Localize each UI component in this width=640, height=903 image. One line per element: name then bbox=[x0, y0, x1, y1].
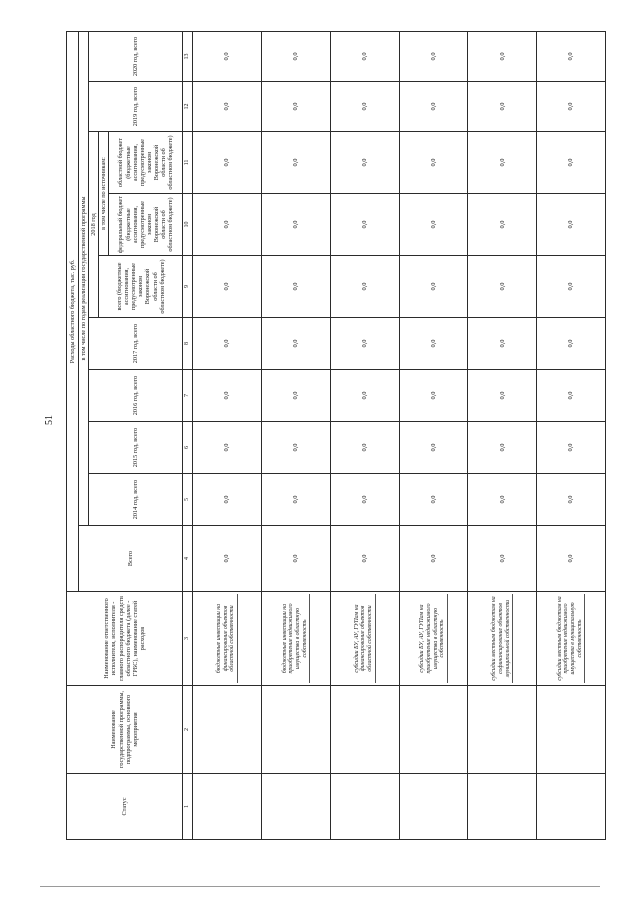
header-incl-sources: в том числе по источникам: bbox=[99, 132, 109, 256]
expense-item-label: бюджетные инвестиции на финансирование объектов областной собственности bbox=[216, 594, 238, 683]
value-cell: 0,0 bbox=[262, 194, 331, 256]
value-cell: 0,0 bbox=[193, 318, 262, 370]
header-2018: 2018 год bbox=[89, 132, 99, 318]
column-number: 1 bbox=[183, 774, 193, 840]
column-number: 2 bbox=[183, 686, 193, 774]
value-cell: 0,0 bbox=[468, 256, 537, 318]
program-cell bbox=[262, 686, 331, 774]
value-cell: 0,0 bbox=[468, 31, 537, 81]
value-cell: 0,0 bbox=[262, 526, 331, 592]
value-cell: 0,0 bbox=[262, 82, 331, 132]
expense-item-label: субсидии БУ, АУ, ГУПам на приобретение недвижимого имущества в областную собственность bbox=[419, 594, 448, 683]
value-cell: 0,0 bbox=[193, 526, 262, 592]
value-cell: 0,0 bbox=[330, 526, 399, 592]
program-cell bbox=[537, 686, 606, 774]
value-cell: 0,0 bbox=[399, 31, 468, 81]
value-cell: 0,0 bbox=[399, 256, 468, 318]
value-cell: 0,0 bbox=[193, 256, 262, 318]
bottom-rule bbox=[40, 886, 600, 887]
value-cell: 0,0 bbox=[537, 370, 606, 422]
program-cell bbox=[399, 686, 468, 774]
value-cell: 0,0 bbox=[330, 31, 399, 81]
value-cell: 0,0 bbox=[330, 318, 399, 370]
column-number: 9 bbox=[183, 256, 193, 318]
value-cell: 0,0 bbox=[262, 132, 331, 194]
expense-item-cell bbox=[262, 592, 331, 686]
header-2017: 2017 год, всего bbox=[89, 318, 183, 370]
value-cell: 0,0 bbox=[468, 318, 537, 370]
header-status: Статус bbox=[67, 774, 183, 840]
value-cell: 0,0 bbox=[262, 318, 331, 370]
column-number: 10 bbox=[183, 194, 193, 256]
table-row bbox=[330, 31, 399, 839]
value-cell: 0,0 bbox=[537, 318, 606, 370]
column-number: 3 bbox=[183, 592, 193, 686]
value-cell: 0,0 bbox=[537, 82, 606, 132]
value-cell: 0,0 bbox=[193, 474, 262, 526]
header-2018-total: всего (бюджетные ассигнования, предусмотренные законом Воронежской области об областном бюджете) bbox=[99, 256, 183, 318]
value-cell: 0,0 bbox=[330, 132, 399, 194]
value-cell: 0,0 bbox=[399, 370, 468, 422]
value-cell: 0,0 bbox=[468, 370, 537, 422]
value-cell: 0,0 bbox=[537, 526, 606, 592]
value-cell: 0,0 bbox=[399, 422, 468, 474]
status-cell bbox=[399, 774, 468, 840]
value-cell: 0,0 bbox=[399, 526, 468, 592]
value-cell: 0,0 bbox=[399, 318, 468, 370]
expense-item-label: субсидии местным бюджетам на софинансирование объектов муниципальной собственности bbox=[491, 594, 513, 683]
header-federal-budget: федеральный бюджет (бюджетные ассигнования, предусмотренные законом Воронежской области об областном бюджете) bbox=[109, 194, 183, 256]
value-cell: 0,0 bbox=[399, 474, 468, 526]
header-2016: 2016 год, всего bbox=[89, 370, 183, 422]
value-cell: 0,0 bbox=[330, 474, 399, 526]
page-number: 51 bbox=[44, 415, 55, 425]
status-cell bbox=[262, 774, 331, 840]
header-total: Всего bbox=[79, 526, 183, 592]
header-2019: 2019 год, всего bbox=[89, 82, 183, 132]
header-regional-budget: областной бюджет (бюджетные ассигнования, предусмотренные законом Воронежской области об областном бюджете) bbox=[109, 132, 183, 194]
expense-item-cell bbox=[330, 592, 399, 686]
table-row bbox=[399, 31, 468, 839]
value-cell: 0,0 bbox=[537, 422, 606, 474]
column-number: 4 bbox=[183, 526, 193, 592]
status-cell bbox=[537, 774, 606, 840]
header-by-years: в том числе по годам реализации государственной программы bbox=[79, 31, 89, 525]
expense-item-cell bbox=[468, 592, 537, 686]
column-number: 13 bbox=[183, 31, 193, 81]
table-row bbox=[468, 31, 537, 839]
expense-item-cell bbox=[537, 592, 606, 686]
expense-item-label: бюджетные инвестиции на приобретение недвижимого имущества в областную собственность bbox=[282, 594, 311, 683]
value-cell: 0,0 bbox=[330, 82, 399, 132]
header-2020: 2020 год, всего bbox=[89, 31, 183, 81]
program-cell bbox=[330, 686, 399, 774]
value-cell: 0,0 bbox=[193, 31, 262, 81]
table-body bbox=[193, 31, 606, 839]
column-number: 7 bbox=[183, 370, 193, 422]
header-2015: 2015 год, всего bbox=[89, 422, 183, 474]
value-cell: 0,0 bbox=[330, 256, 399, 318]
value-cell: 0,0 bbox=[262, 422, 331, 474]
program-cell bbox=[468, 686, 537, 774]
expense-item-label: субсидии местным бюджетам на приобретение недвижимого имущества в муниципальную собственность bbox=[557, 594, 586, 683]
table-row bbox=[193, 31, 262, 839]
value-cell: 0,0 bbox=[399, 132, 468, 194]
value-cell: 0,0 bbox=[399, 82, 468, 132]
value-cell: 0,0 bbox=[193, 370, 262, 422]
status-cell bbox=[330, 774, 399, 840]
column-number: 5 bbox=[183, 474, 193, 526]
column-number: 11 bbox=[183, 132, 193, 194]
status-cell bbox=[468, 774, 537, 840]
value-cell: 0,0 bbox=[262, 474, 331, 526]
table-row bbox=[262, 31, 331, 839]
value-cell: 0,0 bbox=[468, 132, 537, 194]
budget-table-container bbox=[66, 32, 606, 840]
value-cell: 0,0 bbox=[468, 526, 537, 592]
value-cell: 0,0 bbox=[193, 422, 262, 474]
value-cell: 0,0 bbox=[537, 31, 606, 81]
expense-item-cell bbox=[193, 592, 262, 686]
value-cell: 0,0 bbox=[468, 82, 537, 132]
value-cell: 0,0 bbox=[262, 31, 331, 81]
value-cell: 0,0 bbox=[330, 370, 399, 422]
column-number: 6 bbox=[183, 422, 193, 474]
value-cell: 0,0 bbox=[262, 370, 331, 422]
value-cell: 0,0 bbox=[330, 422, 399, 474]
expense-item-label: субсидии БУ, АУ, ГУПам на финансирование объектов областной собственности bbox=[354, 594, 376, 683]
table-row bbox=[537, 31, 606, 839]
header-program: Наименование государственной программы, подпрограммы, основного мероприятия bbox=[67, 686, 183, 774]
budget-table bbox=[66, 31, 606, 840]
value-cell: 0,0 bbox=[537, 194, 606, 256]
value-cell: 0,0 bbox=[262, 256, 331, 318]
value-cell: 0,0 bbox=[537, 256, 606, 318]
header-2014: 2014 год, всего bbox=[89, 474, 183, 526]
column-number: 12 bbox=[183, 82, 193, 132]
value-cell: 0,0 bbox=[468, 422, 537, 474]
header-expenses: Расходы областного бюджета, тыс. руб. bbox=[67, 31, 79, 591]
column-number: 8 bbox=[183, 318, 193, 370]
value-cell: 0,0 bbox=[330, 194, 399, 256]
header-executor: Наименование ответственного исполнителя, исполнителя - главного распорядителя средств областного бюджета (далее - ГРБС), наименование статей расходов bbox=[67, 592, 183, 686]
value-cell: 0,0 bbox=[193, 82, 262, 132]
value-cell: 0,0 bbox=[399, 194, 468, 256]
value-cell: 0,0 bbox=[468, 474, 537, 526]
value-cell: 0,0 bbox=[193, 194, 262, 256]
value-cell: 0,0 bbox=[537, 132, 606, 194]
expense-item-cell bbox=[399, 592, 468, 686]
value-cell: 0,0 bbox=[468, 194, 537, 256]
value-cell: 0,0 bbox=[537, 474, 606, 526]
status-cell bbox=[193, 774, 262, 840]
program-cell bbox=[193, 686, 262, 774]
value-cell: 0,0 bbox=[193, 132, 262, 194]
